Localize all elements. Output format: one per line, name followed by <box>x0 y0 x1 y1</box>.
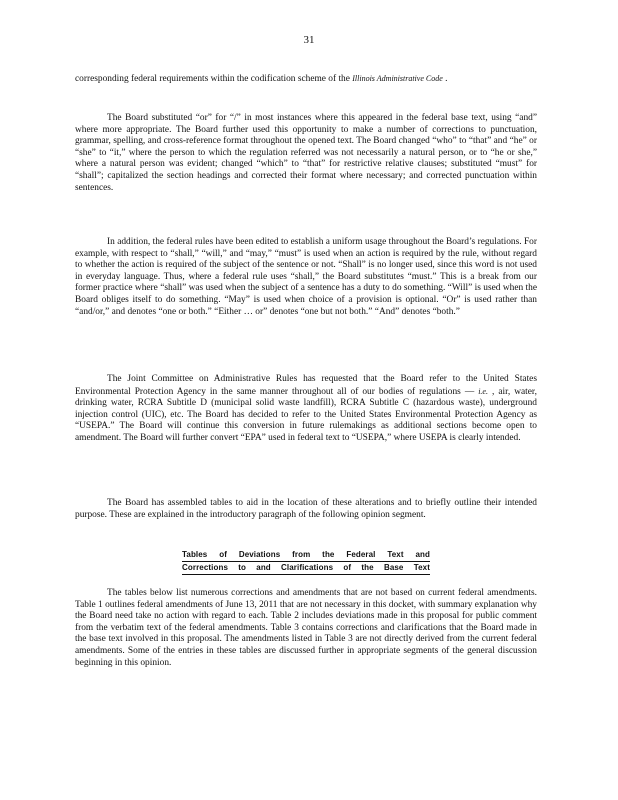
section-heading <box>182 549 430 575</box>
ie-italic: i.e. <box>478 386 488 396</box>
paragraph-usepa-naming <box>75 374 537 445</box>
paragraph-text-end: , air, water, drinking water, RCRA Subtitle D (municipal solid waste landfill), RCRA Subtitle C (hazardous waste), underground injection control (UIC), etc. The Board has decided to refer to the United States Environmental Protection Agency as “USEPA.” The Board will continue this conversion in future rulemakings as additional sections become open to amendment. The Board will further convert “EPA” used in federal text to “USEPA,” where USEPA is clearly intended. <box>75 386 537 443</box>
code-title-italic: Illinois Administrative Code <box>352 74 443 83</box>
paragraph-text: corresponding federal requirements within the codification scheme of the <box>75 74 353 84</box>
paragraph-substitutions: The Board substituted “or” for “/” in most instances where this appeared in the federal base text, using “and” where more appropriate. The Board further used this opportunity to make a number of corrections to punctuation, grammar, spelling, and cross-reference format throughout the opened text. The Board changed “who” to “that” and “he” or “she” to “it,” where the person to which the regulation referred was not necessarily a natural person, or to “he or she,” where a natural person was evident; changed “which” to “that” for restrictive relative clauses; substituted “must” for “shall”; capitalized the section headings and corrected their format where necessary; and corrected punctuation within sentences. <box>75 113 537 193</box>
page-number: 31 <box>303 34 315 46</box>
section-heading-line-2: Corrections to and Clarifications of the Base Text <box>182 562 430 575</box>
paragraph-text-end: . <box>442 74 448 84</box>
paragraph-tables-intro: The Board has assembled tables to aid in the location of these alterations and to briefly outline their intended purpose. These are explained in the introductory paragraph of the following opinion segment. <box>75 498 537 520</box>
paragraph-tables-description: The tables below list numerous corrections and amendments that are not based on current federal amendments. Table 1 outlines federal amendments of June 13, 2011 that are not necessary in this docket, with summary explanation why the Board need take no action with regard to each. Table 2 includes deviations made in this proposal for public comment from the verbatim text of the federal amendments. Table 3 contains corrections and clarifications that the Board made in the base text involved in this proposal. The amendments listed in Table 3 are not directly derived from the current federal amendments. Some of the entries in these tables are discussed further in appropriate segments of the general discussion beginning in this opinion. <box>75 588 537 668</box>
paragraph-uniform-usage: In addition, the federal rules have been edited to establish a uniform usage throughout the Board’s regulations. For example, with respect to “shall,” “will,” and “may,” “must” is used when an action is required by the rule, without regard to whether the action is required of the subject of the sentence or not. “Shall” is no longer used, since this word is not used in everyday language. Thus, where a federal rule uses “shall,” the Board substitutes “must.” This is a break from our former practice where “shall” was used when the subject of a sentence has a duty to do something. “Will” is used when the Board obliges itself to do something. “May” is used when choice of a provision is optional. “Or” is used rather than “and/or,” and denotes “one or both.” “Either … or” denotes “one but not both.” “And” denotes “both.” <box>75 237 537 317</box>
paragraph-text: The Joint Committee on Administrative Rules has requested that the Board refer to the United States Environmental Protection Agency in the same manner throughout all of our bodies of regulations — <box>75 374 537 397</box>
paragraph-continuation <box>75 73 537 86</box>
section-heading-line-1: Tables of Deviations from the Federal Text and <box>182 549 430 562</box>
